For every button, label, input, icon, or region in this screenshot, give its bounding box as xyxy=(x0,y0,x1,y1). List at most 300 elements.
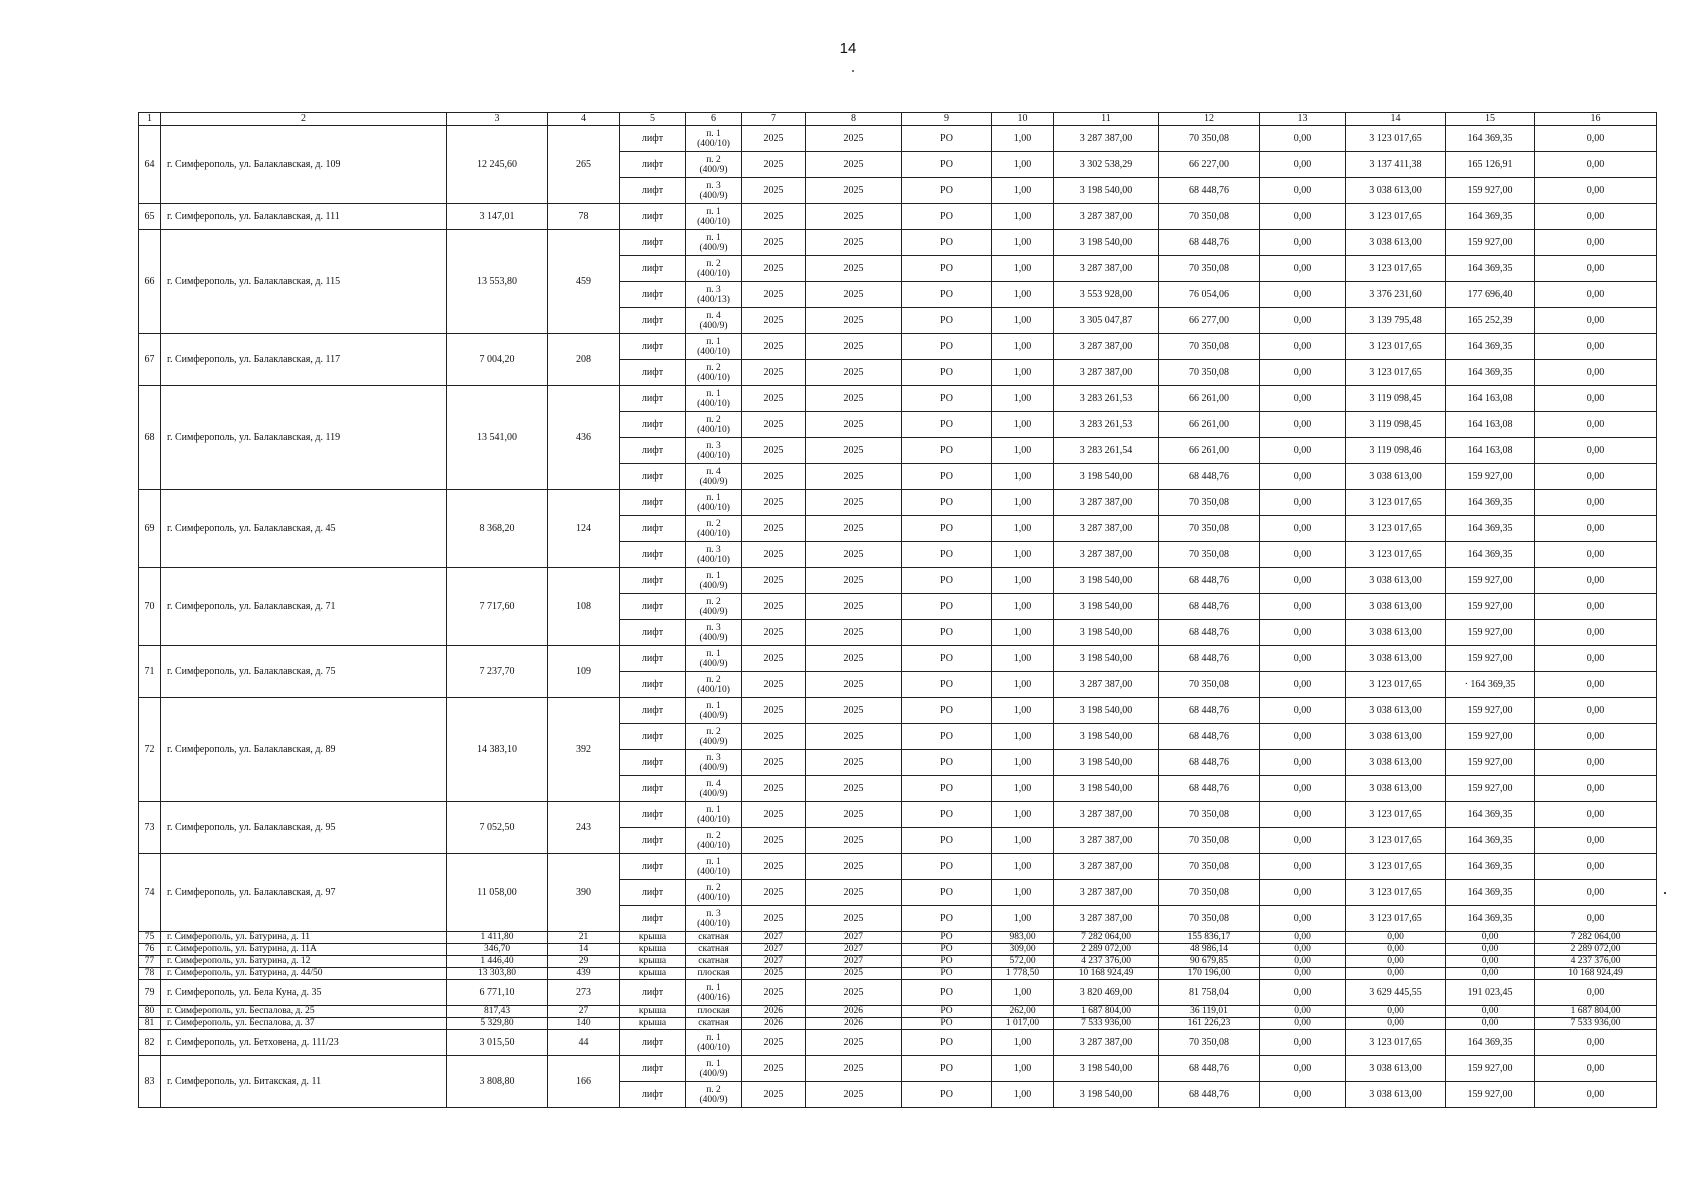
cell-work-type: лифт xyxy=(620,1082,686,1108)
cell-total-cost: 3 198 540,00 xyxy=(1054,620,1159,646)
work-detail-text: п. 1 (400/9) xyxy=(699,232,728,253)
cell-col-15: 159 927,00 xyxy=(1446,1082,1535,1108)
cell-address: г. Симферополь, ул. Беспалова, д. 37 xyxy=(161,1018,447,1030)
cell-plan-year: 2025 xyxy=(742,1082,806,1108)
cell-col-14: 3 123 017,65 xyxy=(1346,204,1446,230)
cell-col-16: 0,00 xyxy=(1535,308,1657,334)
cell-work-year: 2025 xyxy=(806,256,902,282)
cell-col-12: 68 448,76 xyxy=(1159,724,1260,750)
cell-total-cost: 3 283 261,53 xyxy=(1054,412,1159,438)
cell-work-type: лифт xyxy=(620,360,686,386)
cell-col-14: 3 038 613,00 xyxy=(1346,646,1446,672)
cell-col-15: 164 369,35 xyxy=(1446,334,1535,360)
cell-work-year: 2025 xyxy=(806,204,902,230)
cell-work-type: лифт xyxy=(620,152,686,178)
cell-col-16: 0,00 xyxy=(1535,178,1657,204)
work-detail-text: п. 3 (400/13) xyxy=(697,284,730,305)
cell-work-type: лифт xyxy=(620,776,686,802)
cell-col-12: 66 261,00 xyxy=(1159,438,1260,464)
cell-col-15: 165 252,39 xyxy=(1446,308,1535,334)
cell-work-detail xyxy=(686,360,742,386)
cell-col-16: 0,00 xyxy=(1535,516,1657,542)
cell-col-14: 3 038 613,00 xyxy=(1346,464,1446,490)
cell-col-14: 3 123 017,65 xyxy=(1346,802,1446,828)
cell-col-15: 159 927,00 xyxy=(1446,698,1535,724)
cell-work-year: 2025 xyxy=(806,854,902,880)
cell-quantity: 1,00 xyxy=(992,672,1054,698)
cell-total-cost: 3 820 469,00 xyxy=(1054,980,1159,1006)
cell-work-detail xyxy=(686,204,742,230)
cell-col-13: 0,00 xyxy=(1260,230,1346,256)
cell-work-detail xyxy=(686,724,742,750)
cell-area: 1 446,40 xyxy=(447,956,548,968)
cell-work-year: 2025 xyxy=(806,152,902,178)
cell-col-15: 164 369,35 xyxy=(1446,256,1535,282)
cell-col-13: 0,00 xyxy=(1260,776,1346,802)
cell-residents: 109 xyxy=(548,646,620,698)
cell-plan-year: 2025 xyxy=(742,980,806,1006)
cell-work-type: крыша xyxy=(620,1018,686,1030)
cell-residents: 27 xyxy=(548,1006,620,1018)
work-detail-text: п. 4 (400/9) xyxy=(699,778,728,799)
cell-residents: 390 xyxy=(548,854,620,932)
cell-work-year: 2025 xyxy=(806,438,902,464)
cell-col-12: 68 448,76 xyxy=(1159,646,1260,672)
cell-col-16: 0,00 xyxy=(1535,724,1657,750)
cell-col-12: 70 350,08 xyxy=(1159,490,1260,516)
cell-plan-year: 2025 xyxy=(742,178,806,204)
cell-col-15: 164 163,08 xyxy=(1446,386,1535,412)
cell-work-year: 2025 xyxy=(806,906,902,932)
work-detail-text: п. 2 (400/9) xyxy=(699,154,728,175)
cell-area: 3 808,80 xyxy=(447,1056,548,1108)
work-detail-text: п. 1 (400/10) xyxy=(697,206,730,227)
cell-col-13: 0,00 xyxy=(1260,672,1346,698)
cell-col-12: 68 448,76 xyxy=(1159,620,1260,646)
cell-organization: РО xyxy=(902,980,992,1006)
cell-work-type: лифт xyxy=(620,594,686,620)
cell-work-type: лифт xyxy=(620,490,686,516)
cell-col-14: 3 123 017,65 xyxy=(1346,906,1446,932)
cell-residents: 44 xyxy=(548,1030,620,1056)
cell-row-number: 77 xyxy=(139,956,161,968)
cell-work-year: 2025 xyxy=(806,282,902,308)
cell-organization: РО xyxy=(902,698,992,724)
cell-col-13: 0,00 xyxy=(1260,750,1346,776)
cell-col-12: 81 758,04 xyxy=(1159,980,1260,1006)
cell-quantity: 1,00 xyxy=(992,464,1054,490)
cell-col-14: 3 038 613,00 xyxy=(1346,568,1446,594)
cell-col-14: 3 038 613,00 xyxy=(1346,698,1446,724)
cell-col-12: 70 350,08 xyxy=(1159,880,1260,906)
cell-organization: РО xyxy=(902,464,992,490)
cell-organization: РО xyxy=(902,568,992,594)
cell-address: г. Симферополь, ул. Батурина, д. 12 xyxy=(161,956,447,968)
work-detail-text: п. 1 (400/9) xyxy=(699,1058,728,1079)
cell-col-14: 3 123 017,65 xyxy=(1346,854,1446,880)
cell-col-15: 159 927,00 xyxy=(1446,724,1535,750)
cell-col-14: 3 123 017,65 xyxy=(1346,334,1446,360)
cell-col-14: 3 137 411,38 xyxy=(1346,152,1446,178)
scan-speck xyxy=(1664,892,1666,894)
cell-col-16: 0,00 xyxy=(1535,646,1657,672)
cell-plan-year: 2025 xyxy=(742,152,806,178)
cell-work-detail xyxy=(686,126,742,152)
cell-work-detail xyxy=(686,464,742,490)
cell-quantity: 1,00 xyxy=(992,308,1054,334)
cell-area: 7 237,70 xyxy=(447,646,548,698)
cell-address: г. Симферополь, ул. Бела Куна, д. 35 xyxy=(161,980,447,1006)
cell-col-14: 3 038 613,00 xyxy=(1346,178,1446,204)
cell-col-15: 159 927,00 xyxy=(1446,464,1535,490)
cell-col-12: 68 448,76 xyxy=(1159,1056,1260,1082)
cell-total-cost: 7 282 064,00 xyxy=(1054,932,1159,944)
cell-plan-year: 2025 xyxy=(742,646,806,672)
cell-quantity: 1,00 xyxy=(992,776,1054,802)
table-row xyxy=(139,334,1657,360)
cell-plan-year: 2025 xyxy=(742,412,806,438)
table-row xyxy=(139,646,1657,672)
cell-work-detail xyxy=(686,282,742,308)
cell-total-cost: 3 287 387,00 xyxy=(1054,880,1159,906)
cell-address: г. Симферополь, ул. Батурина, д. 44/50 xyxy=(161,968,447,980)
cell-work-type: лифт xyxy=(620,256,686,282)
cell-work-type: лифт xyxy=(620,282,686,308)
cell-work-year: 2025 xyxy=(806,516,902,542)
table-row xyxy=(139,932,1657,944)
cell-quantity: 1 778,50 xyxy=(992,968,1054,980)
cell-address: г. Симферополь, ул. Балаклавская, д. 111 xyxy=(161,204,447,230)
cell-col-15: 164 369,35 xyxy=(1446,204,1535,230)
cell-work-type: лифт xyxy=(620,334,686,360)
cell-organization: РО xyxy=(902,750,992,776)
cell-work-type: лифт xyxy=(620,542,686,568)
cell-quantity: 1,00 xyxy=(992,1056,1054,1082)
cell-work-type: лифт xyxy=(620,464,686,490)
cell-col-15: 0,00 xyxy=(1446,968,1535,980)
cell-col-15: 0,00 xyxy=(1446,1018,1535,1030)
cell-col-15: 159 927,00 xyxy=(1446,1056,1535,1082)
work-detail-text: скатная xyxy=(698,956,729,967)
cell-row-number: 65 xyxy=(139,204,161,230)
cell-plan-year: 2025 xyxy=(742,1056,806,1082)
cell-work-type: лифт xyxy=(620,386,686,412)
table-row xyxy=(139,490,1657,516)
cell-total-cost: 3 198 540,00 xyxy=(1054,750,1159,776)
cell-organization: РО xyxy=(902,594,992,620)
cell-total-cost: 2 289 072,00 xyxy=(1054,944,1159,956)
cell-organization: РО xyxy=(902,126,992,152)
cell-organization: РО xyxy=(902,230,992,256)
cell-col-13: 0,00 xyxy=(1260,956,1346,968)
cell-quantity: 1,00 xyxy=(992,230,1054,256)
cell-total-cost: 3 287 387,00 xyxy=(1054,126,1159,152)
work-detail-text: п. 3 (400/10) xyxy=(697,908,730,929)
work-detail-text: п. 2 (400/9) xyxy=(699,726,728,747)
cell-work-detail xyxy=(686,932,742,944)
cell-address: г. Симферополь, ул. Батурина, д. 11А xyxy=(161,944,447,956)
cell-row-number: 70 xyxy=(139,568,161,646)
cell-work-detail xyxy=(686,672,742,698)
cell-work-year: 2025 xyxy=(806,1056,902,1082)
cell-work-year: 2025 xyxy=(806,750,902,776)
cell-work-year: 2025 xyxy=(806,334,902,360)
cell-col-15: 164 369,35 xyxy=(1446,542,1535,568)
cell-work-detail xyxy=(686,516,742,542)
cell-total-cost: 3 198 540,00 xyxy=(1054,178,1159,204)
cell-row-number: 71 xyxy=(139,646,161,698)
cell-work-type: лифт xyxy=(620,854,686,880)
cell-col-15: 159 927,00 xyxy=(1446,620,1535,646)
cell-organization: РО xyxy=(902,944,992,956)
table-row xyxy=(139,854,1657,880)
work-detail-text: п. 1 (400/9) xyxy=(699,570,728,591)
cell-col-16: 0,00 xyxy=(1535,620,1657,646)
cell-organization: РО xyxy=(902,968,992,980)
cell-residents: 21 xyxy=(548,932,620,944)
cell-total-cost: 3 198 540,00 xyxy=(1054,1082,1159,1108)
work-detail-text: п. 1 (400/10) xyxy=(697,388,730,409)
cell-work-year: 2027 xyxy=(806,932,902,944)
cell-col-15: 0,00 xyxy=(1446,1006,1535,1018)
work-detail-text: скатная xyxy=(698,932,729,943)
cell-col-12: 90 679,85 xyxy=(1159,956,1260,968)
cell-col-12: 76 054,06 xyxy=(1159,282,1260,308)
cell-work-detail xyxy=(686,438,742,464)
cell-area: 13 553,80 xyxy=(447,230,548,334)
cell-area: 5 329,80 xyxy=(447,1018,548,1030)
cell-work-type: лифт xyxy=(620,308,686,334)
cell-col-14: 0,00 xyxy=(1346,1006,1446,1018)
cell-col-13: 0,00 xyxy=(1260,968,1346,980)
cell-quantity: 1,00 xyxy=(992,282,1054,308)
cell-quantity: 1,00 xyxy=(992,386,1054,412)
cell-col-14: 3 038 613,00 xyxy=(1346,776,1446,802)
cell-organization: РО xyxy=(902,776,992,802)
cell-col-16: 0,00 xyxy=(1535,282,1657,308)
cell-total-cost: 3 198 540,00 xyxy=(1054,568,1159,594)
cell-organization: РО xyxy=(902,724,992,750)
cell-quantity: 1,00 xyxy=(992,698,1054,724)
cell-col-13: 0,00 xyxy=(1260,282,1346,308)
cell-row-number: 66 xyxy=(139,230,161,334)
cell-col-16: 0,00 xyxy=(1535,204,1657,230)
cell-plan-year: 2025 xyxy=(742,204,806,230)
cell-col-13: 0,00 xyxy=(1260,1056,1346,1082)
cell-organization: РО xyxy=(902,1056,992,1082)
column-header: 10 xyxy=(992,113,1054,126)
cell-col-14: 3 629 445,55 xyxy=(1346,980,1446,1006)
cell-plan-year: 2025 xyxy=(742,126,806,152)
column-header: 3 xyxy=(447,113,548,126)
cell-total-cost: 3 302 538,29 xyxy=(1054,152,1159,178)
cell-plan-year: 2025 xyxy=(742,724,806,750)
cell-plan-year: 2025 xyxy=(742,308,806,334)
cell-col-12: 70 350,08 xyxy=(1159,256,1260,282)
column-header: 13 xyxy=(1260,113,1346,126)
cell-col-13: 0,00 xyxy=(1260,802,1346,828)
column-header: 6 xyxy=(686,113,742,126)
cell-work-year: 2025 xyxy=(806,776,902,802)
cell-total-cost: 3 287 387,00 xyxy=(1054,256,1159,282)
work-detail-text: п. 3 (400/9) xyxy=(699,752,728,773)
cell-organization: РО xyxy=(902,956,992,968)
table-row xyxy=(139,1056,1657,1082)
work-detail-text: скатная xyxy=(698,1018,729,1029)
cell-work-type: лифт xyxy=(620,438,686,464)
table-row xyxy=(139,1018,1657,1030)
work-detail-text: плоская xyxy=(697,968,730,979)
cell-work-detail xyxy=(686,968,742,980)
cell-col-13: 0,00 xyxy=(1260,464,1346,490)
cell-plan-year: 2027 xyxy=(742,944,806,956)
cell-organization: РО xyxy=(902,542,992,568)
cell-work-detail xyxy=(686,308,742,334)
cell-col-12: 155 836,17 xyxy=(1159,932,1260,944)
cell-col-13: 0,00 xyxy=(1260,334,1346,360)
cell-residents: 459 xyxy=(548,230,620,334)
cell-row-number: 67 xyxy=(139,334,161,386)
cell-row-number: 83 xyxy=(139,1056,161,1108)
cell-plan-year: 2025 xyxy=(742,776,806,802)
cell-col-15: 0,00 xyxy=(1446,932,1535,944)
cell-col-14: 3 038 613,00 xyxy=(1346,594,1446,620)
cell-col-12: 68 448,76 xyxy=(1159,750,1260,776)
cell-total-cost: 3 198 540,00 xyxy=(1054,698,1159,724)
cell-row-number: 75 xyxy=(139,932,161,944)
cell-total-cost: 3 283 261,53 xyxy=(1054,386,1159,412)
cell-col-15: 159 927,00 xyxy=(1446,568,1535,594)
cell-col-13: 0,00 xyxy=(1260,542,1346,568)
cell-quantity: 1,00 xyxy=(992,178,1054,204)
cell-total-cost: 3 287 387,00 xyxy=(1054,672,1159,698)
cell-total-cost: 7 533 936,00 xyxy=(1054,1018,1159,1030)
cell-col-14: 3 123 017,65 xyxy=(1346,672,1446,698)
cell-col-13: 0,00 xyxy=(1260,204,1346,230)
cell-plan-year: 2025 xyxy=(742,880,806,906)
cell-plan-year: 2027 xyxy=(742,956,806,968)
cell-work-year: 2027 xyxy=(806,944,902,956)
cell-col-13: 0,00 xyxy=(1260,906,1346,932)
cell-area: 1 411,80 xyxy=(447,932,548,944)
cell-col-15: 164 369,35 xyxy=(1446,360,1535,386)
cell-work-detail xyxy=(686,152,742,178)
cell-area: 6 771,10 xyxy=(447,980,548,1006)
cell-col-13: 0,00 xyxy=(1260,308,1346,334)
cell-col-13: 0,00 xyxy=(1260,178,1346,204)
cell-plan-year: 2025 xyxy=(742,490,806,516)
cell-quantity: 1,00 xyxy=(992,980,1054,1006)
cell-col-15: 191 023,45 xyxy=(1446,980,1535,1006)
cell-col-13: 0,00 xyxy=(1260,828,1346,854)
cell-work-detail xyxy=(686,178,742,204)
cell-work-type: лифт xyxy=(620,724,686,750)
cell-work-detail xyxy=(686,1056,742,1082)
work-detail-text: п. 1 (400/10) xyxy=(697,856,730,877)
cell-residents: 124 xyxy=(548,490,620,568)
column-header: 8 xyxy=(806,113,902,126)
cell-col-13: 0,00 xyxy=(1260,1006,1346,1018)
cell-work-year: 2025 xyxy=(806,980,902,1006)
work-detail-text: п. 2 (400/10) xyxy=(697,362,730,383)
cell-work-year: 2025 xyxy=(806,568,902,594)
cell-residents: 243 xyxy=(548,802,620,854)
cell-work-type: лифт xyxy=(620,802,686,828)
cell-organization: РО xyxy=(902,360,992,386)
cell-work-type: крыша xyxy=(620,956,686,968)
cell-work-detail xyxy=(686,802,742,828)
cell-total-cost: 3 198 540,00 xyxy=(1054,1056,1159,1082)
cell-residents: 140 xyxy=(548,1018,620,1030)
cell-col-15: 164 163,08 xyxy=(1446,438,1535,464)
cell-plan-year: 2025 xyxy=(742,282,806,308)
cell-col-12: 48 986,14 xyxy=(1159,944,1260,956)
cell-row-number: 78 xyxy=(139,968,161,980)
cell-work-type: лифт xyxy=(620,178,686,204)
column-header: 11 xyxy=(1054,113,1159,126)
column-header: 4 xyxy=(548,113,620,126)
cell-col-12: 70 350,08 xyxy=(1159,1030,1260,1056)
cell-work-detail xyxy=(686,230,742,256)
work-detail-text: п. 2 (400/9) xyxy=(699,596,728,617)
cell-col-14: 3 038 613,00 xyxy=(1346,1056,1446,1082)
cell-plan-year: 2025 xyxy=(742,750,806,776)
cell-plan-year: 2025 xyxy=(742,464,806,490)
cell-residents: 208 xyxy=(548,334,620,386)
cell-work-year: 2025 xyxy=(806,1030,902,1056)
cell-col-12: 68 448,76 xyxy=(1159,698,1260,724)
cell-work-type: лифт xyxy=(620,880,686,906)
cell-quantity: 1,00 xyxy=(992,750,1054,776)
cell-work-year: 2025 xyxy=(806,230,902,256)
cell-col-13: 0,00 xyxy=(1260,438,1346,464)
cell-work-year: 2026 xyxy=(806,1006,902,1018)
cell-total-cost: 3 287 387,00 xyxy=(1054,490,1159,516)
cell-col-12: 70 350,08 xyxy=(1159,334,1260,360)
cell-work-type: лифт xyxy=(620,672,686,698)
cell-col-14: 0,00 xyxy=(1346,1018,1446,1030)
cell-total-cost: 3 287 387,00 xyxy=(1054,516,1159,542)
cell-col-15: 164 369,35 xyxy=(1446,802,1535,828)
cell-area: 14 383,10 xyxy=(447,698,548,802)
cell-col-16: 1 687 804,00 xyxy=(1535,1006,1657,1018)
cell-work-type: лифт xyxy=(620,646,686,672)
cell-address: г. Симферополь, ул. Балаклавская, д. 117 xyxy=(161,334,447,386)
table-row xyxy=(139,204,1657,230)
cell-total-cost: 3 198 540,00 xyxy=(1054,776,1159,802)
table-body xyxy=(139,126,1657,1108)
cell-row-number: 64 xyxy=(139,126,161,204)
cell-organization: РО xyxy=(902,1082,992,1108)
column-header: 7 xyxy=(742,113,806,126)
cell-quantity: 1,00 xyxy=(992,594,1054,620)
cell-work-year: 2025 xyxy=(806,828,902,854)
cell-col-16: 0,00 xyxy=(1535,906,1657,932)
cell-col-12: 68 448,76 xyxy=(1159,1082,1260,1108)
cell-total-cost: 3 287 387,00 xyxy=(1054,906,1159,932)
cell-work-detail xyxy=(686,906,742,932)
table-row xyxy=(139,568,1657,594)
cell-col-16: 4 237 376,00 xyxy=(1535,956,1657,968)
cell-col-12: 68 448,76 xyxy=(1159,594,1260,620)
cell-col-16: 0,00 xyxy=(1535,854,1657,880)
cell-total-cost: 3 287 387,00 xyxy=(1054,802,1159,828)
cell-address: г. Симферополь, ул. Балаклавская, д. 75 xyxy=(161,646,447,698)
cell-quantity: 1,00 xyxy=(992,204,1054,230)
cell-quantity: 1,00 xyxy=(992,542,1054,568)
cell-col-16: 0,00 xyxy=(1535,568,1657,594)
cell-col-15: 159 927,00 xyxy=(1446,750,1535,776)
